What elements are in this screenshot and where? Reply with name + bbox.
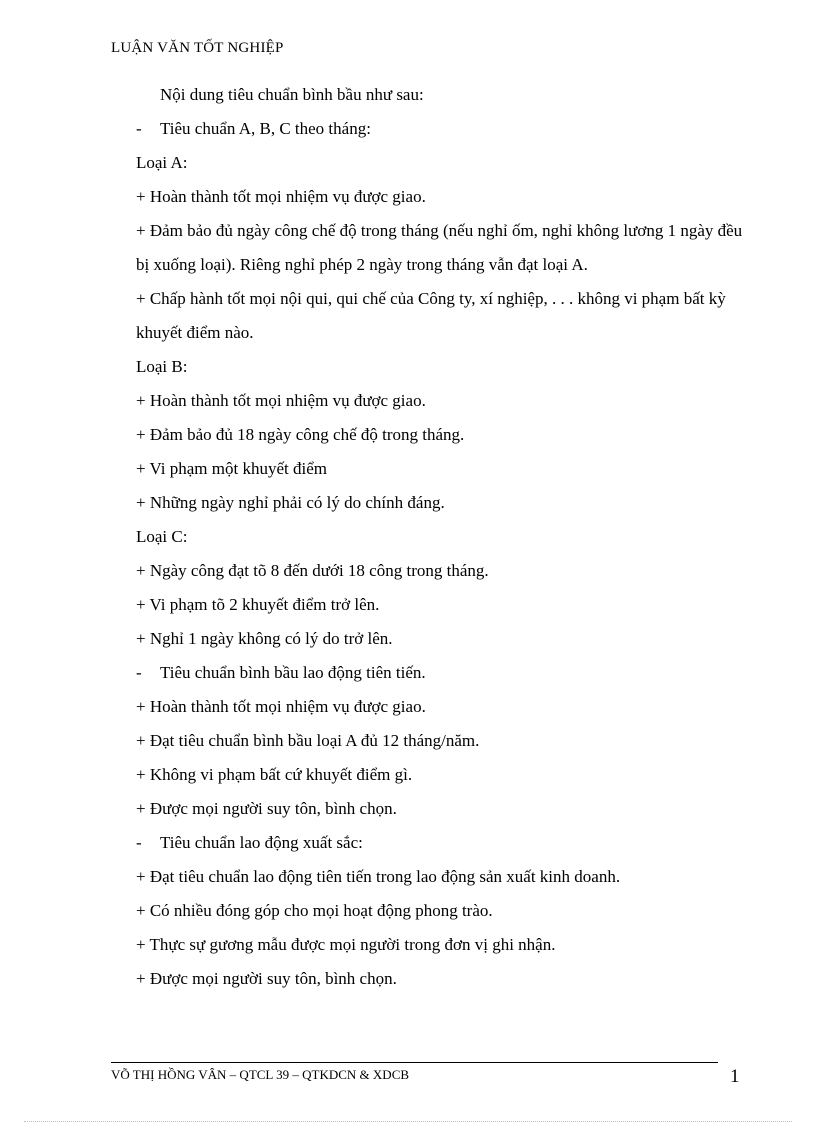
intro-paragraph: Nội dung tiêu chuẩn bình bầu như sau: [160, 85, 424, 104]
page-number: 1 [730, 1066, 740, 1087]
list-item: + Hoàn thành tốt mọi nhiệm vụ được giao. [136, 697, 426, 716]
list-item: + Đảm bảo đủ 18 ngày công chế độ trong tháng. [136, 425, 465, 444]
list-item: + Không vi phạm bất cứ khuyết điểm gì. [136, 765, 413, 784]
dash-bullet: - [136, 663, 142, 682]
list-item: + Đạt tiêu chuẩn bình bầu loại A đủ 12 tháng/năm. [136, 731, 480, 750]
list-item: + Được mọi người suy tôn, bình chọn. [136, 969, 397, 988]
footer-author: VÕ THỊ HỒNG VÂN – QTCL 39 – QTKDCN & XDCB [111, 1067, 410, 1082]
section-heading-excellent-worker [136, 826, 746, 860]
section-title: Tiêu chuẩn lao động xuất sắc: [160, 833, 363, 852]
list-item: + Đảm bảo đủ ngày công chế độ trong tháng (nếu nghỉ ốm, nghỉ không lương 1 ngày đều bị xuống loại). Riêng nghỉ phép 2 ngày trong tháng vẫn đạt loại A. [136, 221, 743, 274]
section-title: Tiêu chuẩn A, B, C theo tháng: [160, 119, 371, 138]
dash-bullet: - [136, 119, 142, 138]
list-item: + Đạt tiêu chuẩn lao động tiên tiến trong lao động sản xuất kinh doanh. [136, 867, 621, 886]
section-heading-monthly [136, 112, 746, 146]
list-item: + Những ngày nghỉ phải có lý do chính đáng. [136, 493, 445, 512]
list-item: + Chấp hành tốt mọi nội qui, qui chế của Công ty, xí nghiệp, . . . không vi phạm bất kỳ khuyết điểm nào. [136, 289, 726, 342]
list-item: + Thực sự gương mẫu được mọi người trong đơn vị ghi nhận. [136, 935, 556, 954]
category-c-label: Loại C: [136, 527, 188, 546]
category-b-label: Loại B: [136, 357, 188, 376]
list-item: + Vi phạm tõ 2 khuyết điểm trở lên. [136, 595, 380, 614]
list-item: + Nghỉ 1 ngày không có lý do trở lên. [136, 629, 393, 648]
page-bottom-edge [24, 1121, 792, 1122]
section-heading-advanced-worker [136, 656, 746, 690]
list-item: + Được mọi người suy tôn, bình chọn. [136, 799, 397, 818]
list-item: + Hoàn thành tốt mọi nhiệm vụ được giao. [136, 391, 426, 410]
footer-divider [111, 1062, 718, 1063]
dash-bullet: - [136, 833, 142, 852]
document-body [136, 78, 746, 996]
list-item: + Hoàn thành tốt mọi nhiệm vụ được giao. [136, 187, 426, 206]
section-title: Tiêu chuẩn bình bầu lao động tiên tiến. [160, 663, 426, 682]
list-item: + Có nhiều đóng góp cho mọi hoạt động phong trào. [136, 901, 493, 920]
list-item: + Vi phạm một khuyết điểm [136, 459, 327, 478]
category-a-label: Loại A: [136, 153, 188, 172]
page-header-title: LUẬN VĂN TỐT NGHIỆP [111, 40, 284, 56]
list-item: + Ngày công đạt tõ 8 đến dưới 18 công trong tháng. [136, 561, 489, 580]
